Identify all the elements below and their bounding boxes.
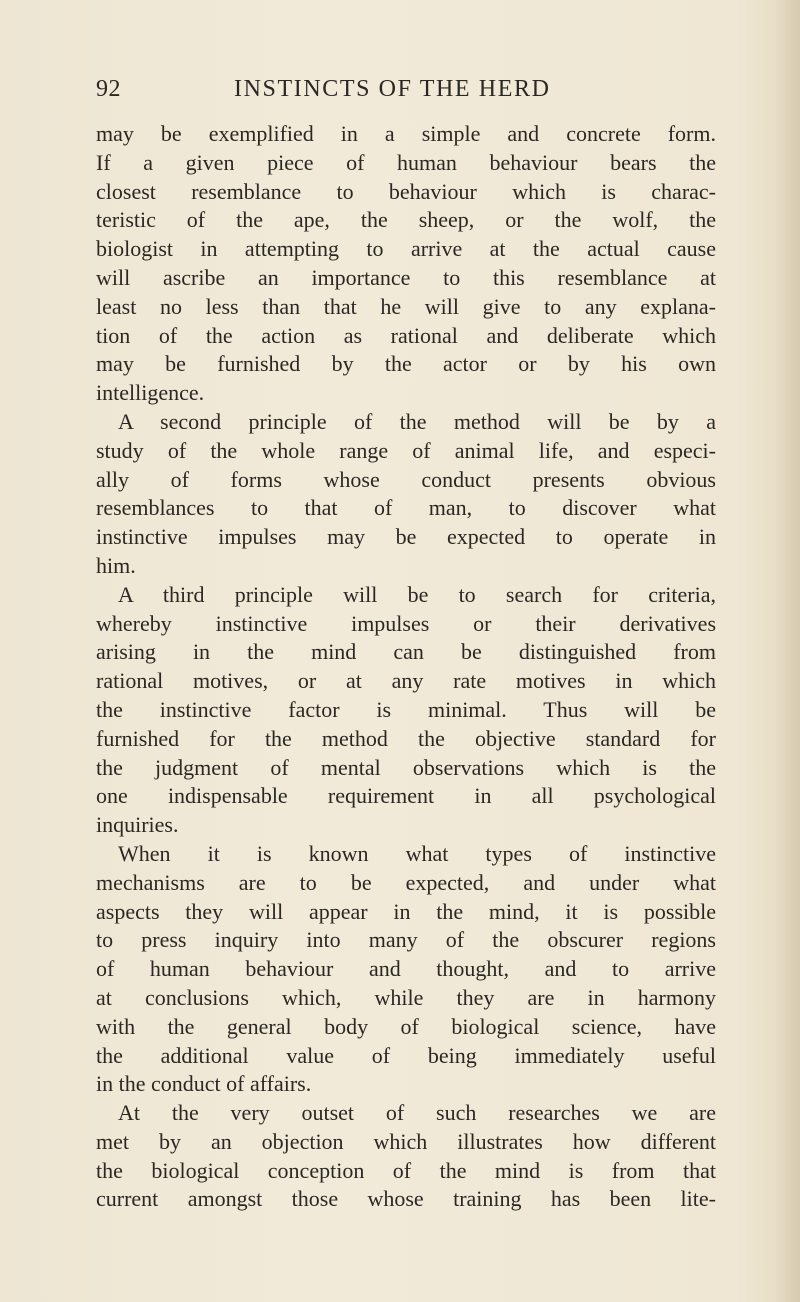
- text-line: intelligence.: [96, 380, 205, 406]
- text-line: of human behaviour and thought, and to arrive: [96, 956, 716, 982]
- text-line: in the conduct of affairs.: [96, 1071, 312, 1097]
- text-line: When it is known what types of instinctive: [118, 840, 716, 866]
- text-line: the judgment of mental observations which is the: [96, 754, 716, 780]
- text-line: tion of the action as rational and deliberate which: [96, 322, 716, 348]
- text-line: aspects they will appear in the mind, it is possible: [96, 898, 716, 924]
- text-line: him.: [96, 552, 136, 578]
- text-line: furnished for the method the objective standard for: [96, 725, 716, 751]
- text-line: inquiries.: [96, 812, 179, 838]
- page-edge-shadow: [774, 0, 800, 1302]
- text-line: instinctive impulses may be expected to operate in: [96, 524, 716, 550]
- text-line: the additional value of being immediately useful: [96, 1042, 716, 1068]
- text-line: at conclusions which, while they are in harmony: [96, 984, 716, 1010]
- text-line: least no less than that he will give to any explana-: [96, 293, 716, 319]
- text-line: the instinctive factor is minimal. Thus will be: [96, 696, 716, 722]
- text-line: arising in the mind can be distinguished from: [96, 639, 716, 665]
- page-header: [96, 76, 716, 112]
- text-line: one indispensable requirement in all psychological: [96, 783, 716, 809]
- text-line: to press inquiry into many of the obscurer regions: [96, 927, 716, 953]
- body-text: [96, 120, 716, 1214]
- text-line: the biological conception of the mind is from that: [96, 1157, 716, 1183]
- text-line: If a given piece of human behaviour bears the: [96, 149, 716, 175]
- text-line: rational motives, or at any rate motives in which: [96, 668, 716, 694]
- text-line: current amongst those whose training has been lite-: [96, 1186, 716, 1212]
- text-line: closest resemblance to behaviour which is charac-: [96, 178, 716, 204]
- text-line: A second principle of the method will be by a: [118, 408, 716, 434]
- text-line: whereby instinctive impulses or their derivatives: [96, 610, 716, 636]
- text-line: with the general body of biological science, have: [96, 1013, 716, 1039]
- text-line: resemblances to that of man, to discover what: [96, 495, 716, 521]
- text-line: study of the whole range of animal life, and especi-: [96, 437, 716, 463]
- text-line: mechanisms are to be expected, and under what: [96, 869, 716, 895]
- page-number: 92: [96, 76, 121, 102]
- text-line: ally of forms whose conduct presents obvious: [96, 466, 716, 492]
- text-line: may be furnished by the actor or by his own: [96, 351, 716, 377]
- text-line: teristic of the ape, the sheep, or the wolf, the: [96, 207, 716, 233]
- text-line: At the very outset of such researches we are: [118, 1100, 716, 1126]
- text-line: biologist in attempting to arrive at the actual cause: [96, 236, 716, 262]
- text-line: met by an objection which illustrates how different: [96, 1128, 716, 1154]
- text-line: may be exemplified in a simple and concrete form.: [96, 121, 716, 146]
- running-head: INSTINCTS OF THE HERD: [234, 76, 551, 102]
- text-line: A third principle will be to search for criteria,: [118, 581, 716, 607]
- text-line: will ascribe an importance to this resemblance at: [96, 264, 716, 290]
